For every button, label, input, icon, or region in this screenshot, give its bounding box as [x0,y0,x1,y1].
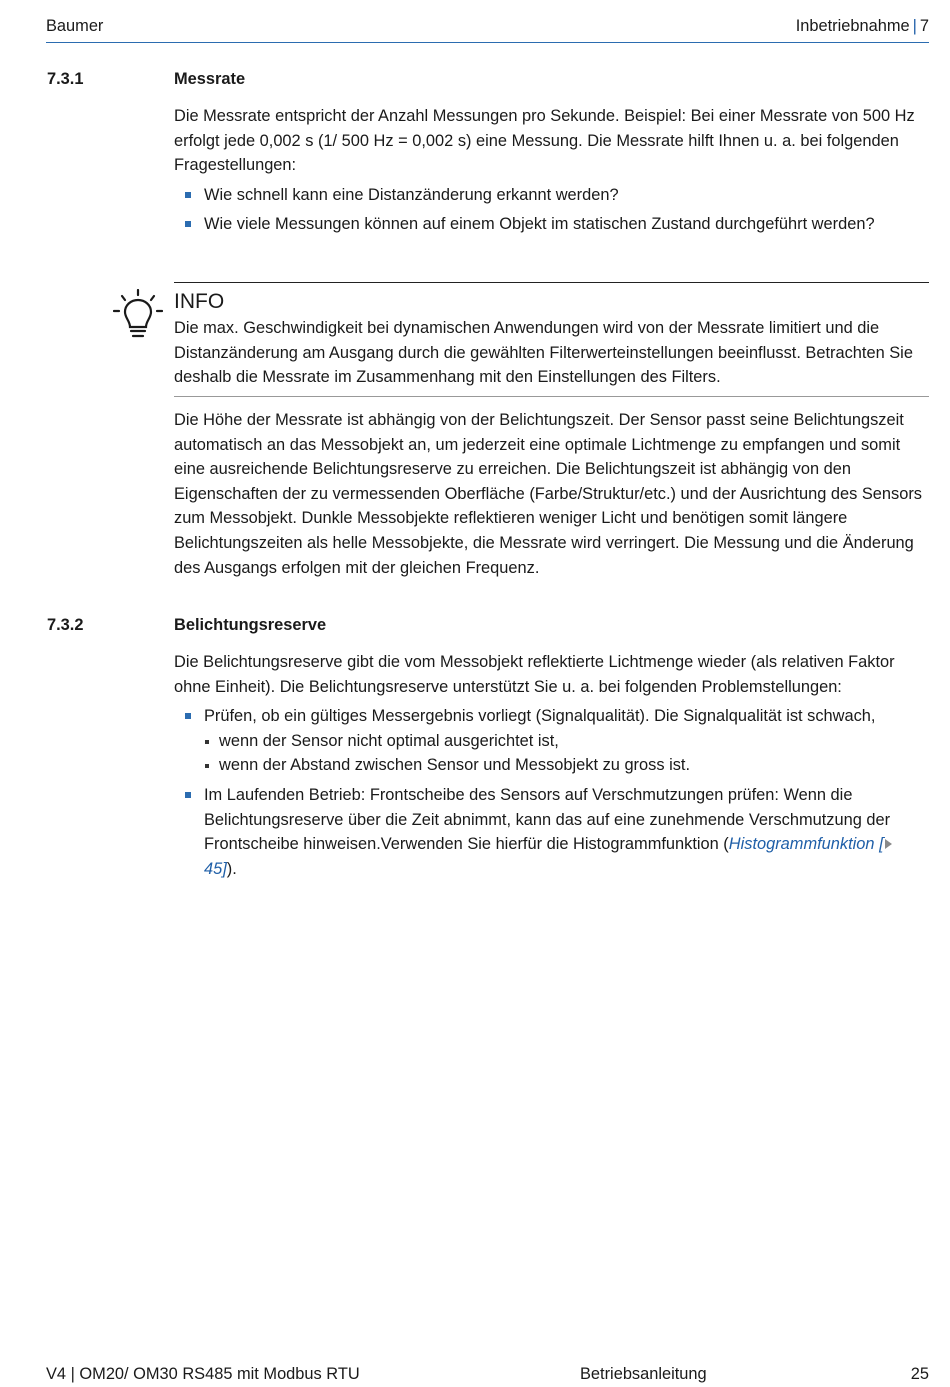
paragraph: Die Messrate entspricht der Anzahl Messungen pro Sekunde. Beispiel: Bei einer Messrate von 500 Hz erfolgt jede 0,002 s (1/ 500 Hz = 0,002 s) eine Messung. Die Messrate hilft Ihnen u. a. bei folgenden Fragestellungen: [174,107,915,175]
header-chapter [796,14,929,39]
header-separator: | [912,17,917,35]
section-title: Belichtungsreserve [174,616,327,634]
page-header [46,14,929,43]
paragraph: Die Belichtungsreserve gibt die vom Messobjekt reflektierte Lichtmenge wieder (als relativen Faktor ohne Einheit). Die Belichtungsreserve unterstützt Sie u. a. bei folgenden Problemstellungen: [174,653,895,696]
section-body [174,104,926,237]
info-text: Die max. Geschwindigkeit bei dynamischen Anwendungen wird von der Messrate limitiert und die Distanzänderung am Ausgang durch die gewählten Filterwerteinstellungen beeinflusst. Betrachten Sie deshalb die Messrate im Zusammenhang mit den Einstellungen des Filters. [174,319,913,387]
section-title: Messrate [174,70,246,88]
lightbulb-icon [113,289,163,341]
section-number: 7.3.2 [47,616,84,634]
header-chapter-number: 7 [919,17,929,35]
list-item-text-end: ). [226,859,237,878]
section-body [174,650,926,881]
paragraph: Die Höhe der Messrate ist abhängig von der Belichtungszeit. Der Sensor passt seine Belichtungszeit automatisch an das Messobjekt an, um jederzeit eine optimale Lichtmenge zu empfangen und somit eine ausreichende Belichtungsreserve zu erreichen. Die Belichtungszeit ist abhängig von den Eigenschaften der zu vermessenden Oberfläche (Farbe/Struktur/etc.) und der Ausrichtung des Sensors zum Messobjekt. Dunkle Messobjekte reflektieren weniger Licht und benötigen somit längere Belichtungszeiten als helle Messobjekte, die Messrate wird verringert. Die Messung und die Änderung des Ausgangs erfolgen mit der gleichen Frequenz. [174,411,922,577]
link-text: Histogrammfunktion [ [728,835,884,854]
link-page: 45] [204,859,227,878]
triangle-right-icon [884,838,893,850]
list-item [174,783,926,881]
info-top-rule [174,282,929,283]
bullet-list [174,183,926,237]
footer-doc-type: Betriebsanleitung [580,1365,707,1383]
footer-document: V4 | OM20/ OM30 RS485 mit Modbus RTU [46,1365,360,1383]
section-number: 7.3.1 [47,70,84,88]
list-item-text: Im Laufenden Betrieb: Frontscheibe des Sensors auf Verschmutzungen prüfen: Wenn die Belichtungsreserve über die Zeit abnimmt, kann das auf eine zunehmende Verschmutzung der Frontscheibe hinweisen.Verwenden Sie hierfür die Histogrammfunktion ( [204,785,891,854]
header-chapter-title: Inbetriebnahme [795,17,910,35]
info-bottom-rule [174,396,929,397]
list-item: Wie schnell kann eine Distanzänderung erkannt werden? [174,183,926,208]
header-brand: Baumer [46,17,104,35]
info-title: INFO [174,290,225,313]
list-item: Wie viele Messungen können auf einem Objekt im statischen Zustand durchgeführt werden? [174,212,926,237]
sub-list-item: wenn der Abstand zwischen Sensor und Messobjekt zu gross ist. [204,753,926,778]
bullet-list [174,704,926,881]
page-number: 25 [910,1365,929,1383]
list-item-text: Prüfen, ob ein gültiges Messergebnis vorliegt (Signalqualität). Die Signalqualität ist schwach, [204,707,876,726]
sub-list [204,729,926,778]
list-item [174,704,926,778]
sub-list-item: wenn der Sensor nicht optimal ausgerichtet ist, [204,729,926,754]
